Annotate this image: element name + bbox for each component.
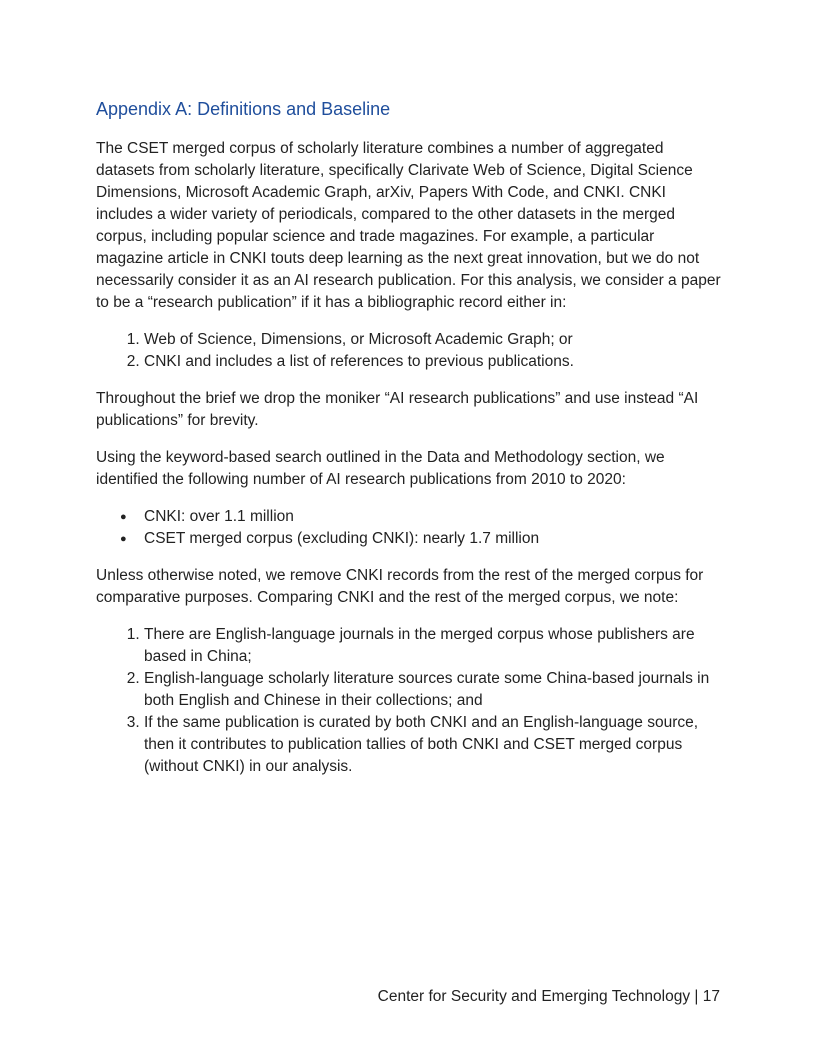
- paragraph-corpus-definition: The CSET merged corpus of scholarly literature combines a number of aggregated datasets from scholarly literature, specifically Clarivate Web of Science, Digital Science Dimensions, Microsoft Academic Graph, arXiv, Papers With Code, and CNKI. CNKI includes a wider variety of periodicals, compared to the other datasets in the merged corpus, including popular science and trade magazines. For example, a particular magazine article in CNKI touts deep learning as the next great innovation, but we do not necessarily consider it as an AI research publication. For this analysis, we consider a paper to be a “research publication” if it has a bibliographic record either in:: [96, 140, 721, 311]
- publication-counts-list: [96, 506, 721, 550]
- list-item: 1. There are English-language journals in the merged corpus whose publishers are based in China;: [144, 624, 721, 668]
- list-item: 2. CNKI and includes a list of references to previous publications.: [144, 351, 721, 373]
- list-item: 3. If the same publication is curated by both CNKI and an English-language source, then it contributes to publication tallies of both CNKI and CSET merged corpus (without CNKI) in our analysis.: [144, 712, 721, 778]
- section-heading: Appendix A: Definitions and Baseline: [96, 99, 391, 119]
- page-content: [96, 96, 721, 793]
- paragraph-comparison: Unless otherwise noted, we remove CNKI records from the rest of the merged corpus for comparative purposes. Comparing CNKI and the rest of the merged corpus, we note:: [96, 567, 704, 606]
- page-footer: Center for Security and Emerging Technology | 17: [377, 988, 720, 1005]
- paragraph-keyword-search: Using the keyword-based search outlined in the Data and Methodology section, we identified the following number of AI research publications from 2010 to 2020:: [96, 449, 665, 488]
- list-item: 2. English-language scholarly literature sources curate some China-based journals in both English and Chinese in their collections; and: [144, 668, 721, 712]
- comparison-notes-list: [96, 624, 721, 778]
- paragraph-moniker: Throughout the brief we drop the moniker “AI research publications” and use instead “AI publications” for brevity.: [96, 390, 699, 429]
- list-item: ● CNKI: over 1.1 million: [144, 506, 721, 528]
- research-publication-criteria-list: [96, 329, 721, 373]
- list-item: ● CSET merged corpus (excluding CNKI): nearly 1.7 million: [144, 528, 721, 550]
- list-item: 1. Web of Science, Dimensions, or Microsoft Academic Graph; or: [144, 329, 721, 351]
